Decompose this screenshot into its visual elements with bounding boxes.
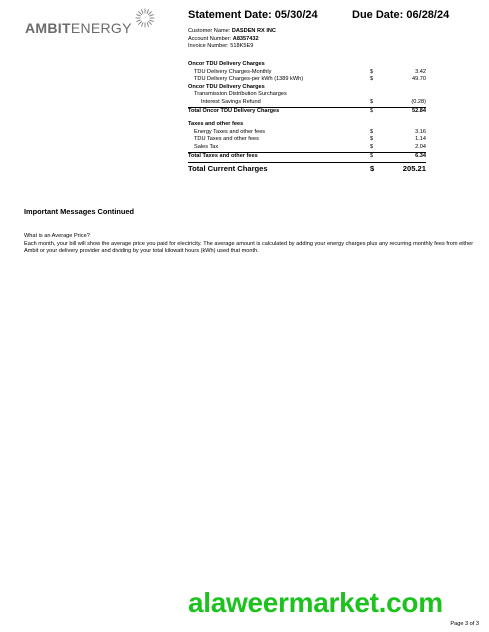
message-body: Each month, your bill will show the average price you paid for electricity. The average amount is calculated by adding your energy charges plus any recurring monthly fees from either Ambit or your delivery provider and dividing by your total kilowatt hours (kWh) used that month. bbox=[24, 240, 474, 255]
customer-name-value: DASDEN RX INC bbox=[231, 28, 276, 34]
logo-wordmark bbox=[25, 20, 132, 36]
charge-label: TDU Delivery Charges-Monthly bbox=[194, 68, 272, 75]
charge-row bbox=[188, 76, 426, 84]
charge-amount: 2.04 bbox=[415, 143, 426, 150]
charge-label: TDU Delivery Charges-per kWh (1389 kWh) bbox=[194, 76, 304, 83]
charge-row bbox=[188, 99, 426, 107]
page-number: Page 3 of 3 bbox=[450, 621, 479, 627]
currency-symbol: $ bbox=[370, 136, 374, 143]
account-info bbox=[188, 28, 276, 51]
invoice-number-value: 518K5E9 bbox=[230, 43, 254, 50]
ambit-energy-logo bbox=[25, 8, 160, 38]
taxes-section-title: Taxes and other fees bbox=[188, 121, 244, 128]
charge-amount: 49.70 bbox=[412, 76, 426, 83]
charge-row bbox=[188, 129, 426, 137]
charge-row bbox=[188, 136, 426, 144]
charge-amount: 3.42 bbox=[415, 68, 426, 75]
account-number-label: Account Number: bbox=[188, 35, 232, 42]
oncor-total-label: Total Oncor TDU Delivery Charges bbox=[188, 107, 280, 114]
logo-wordmark-bold: AMBIT bbox=[25, 20, 71, 36]
oncor-total-row bbox=[188, 107, 426, 116]
oncor-section-title: Oncor TDU Delivery Charges bbox=[188, 61, 265, 67]
taxes-total-row bbox=[188, 152, 426, 161]
charge-label: Sales Tax bbox=[194, 143, 219, 150]
taxes-total-label: Total Taxes and other fees bbox=[188, 152, 258, 159]
taxes-total-amount: 6.34 bbox=[415, 152, 426, 159]
charge-row bbox=[188, 144, 426, 152]
currency-symbol: $ bbox=[370, 98, 374, 105]
currency-symbol: $ bbox=[370, 68, 374, 75]
charge-amount: 3.16 bbox=[415, 128, 426, 135]
account-number-value: A8357432 bbox=[232, 35, 259, 42]
invoice-number-label: Invoice Number: bbox=[188, 43, 229, 50]
customer-name-line bbox=[188, 28, 276, 36]
currency-symbol: $ bbox=[370, 107, 374, 114]
oncor-subsection-header bbox=[188, 84, 426, 92]
charges-table bbox=[188, 61, 426, 175]
grand-total-amount: 205.21 bbox=[402, 164, 426, 174]
watermark-text: alaweermarket.com bbox=[188, 587, 443, 618]
charge-row bbox=[188, 69, 426, 77]
grand-total-row bbox=[188, 162, 426, 175]
charge-amount: 1.14 bbox=[415, 136, 426, 143]
statement-date: Statement Date: 05/30/24 bbox=[188, 9, 318, 21]
taxes-section-header bbox=[188, 121, 426, 129]
starburst-logo-icon bbox=[135, 8, 155, 28]
currency-symbol: $ bbox=[370, 76, 374, 83]
currency-symbol: $ bbox=[370, 128, 374, 135]
customer-name-label: Customer Name: bbox=[188, 28, 231, 34]
charge-label: TDU Taxes and other fees bbox=[194, 136, 259, 143]
account-number-line bbox=[188, 36, 276, 44]
message-question: What is an Average Price? bbox=[24, 233, 90, 239]
transmission-header bbox=[188, 91, 426, 99]
refund-label: Interest Savings Refund bbox=[201, 98, 261, 105]
charge-label: Energy Taxes and other fees bbox=[194, 128, 266, 135]
currency-symbol: $ bbox=[370, 152, 374, 159]
due-date: Due Date: 06/28/24 bbox=[352, 9, 450, 21]
message-block bbox=[24, 233, 476, 256]
currency-symbol: $ bbox=[370, 143, 374, 150]
oncor-section-header bbox=[188, 61, 426, 69]
invoice-number-line bbox=[188, 43, 276, 51]
oncor-total-amount: 52.84 bbox=[412, 107, 426, 114]
grand-total-label: Total Current Charges bbox=[188, 164, 268, 174]
refund-amount: (0.28) bbox=[411, 98, 426, 105]
oncor-subsection-title: Oncor TDU Delivery Charges bbox=[188, 83, 265, 90]
currency-symbol: $ bbox=[370, 164, 375, 174]
logo-wordmark-regular: ENERGY bbox=[70, 20, 132, 36]
important-messages-title: Important Messages Continued bbox=[24, 207, 135, 216]
transmission-label: Transmission Distribution Surcharges bbox=[194, 91, 287, 98]
